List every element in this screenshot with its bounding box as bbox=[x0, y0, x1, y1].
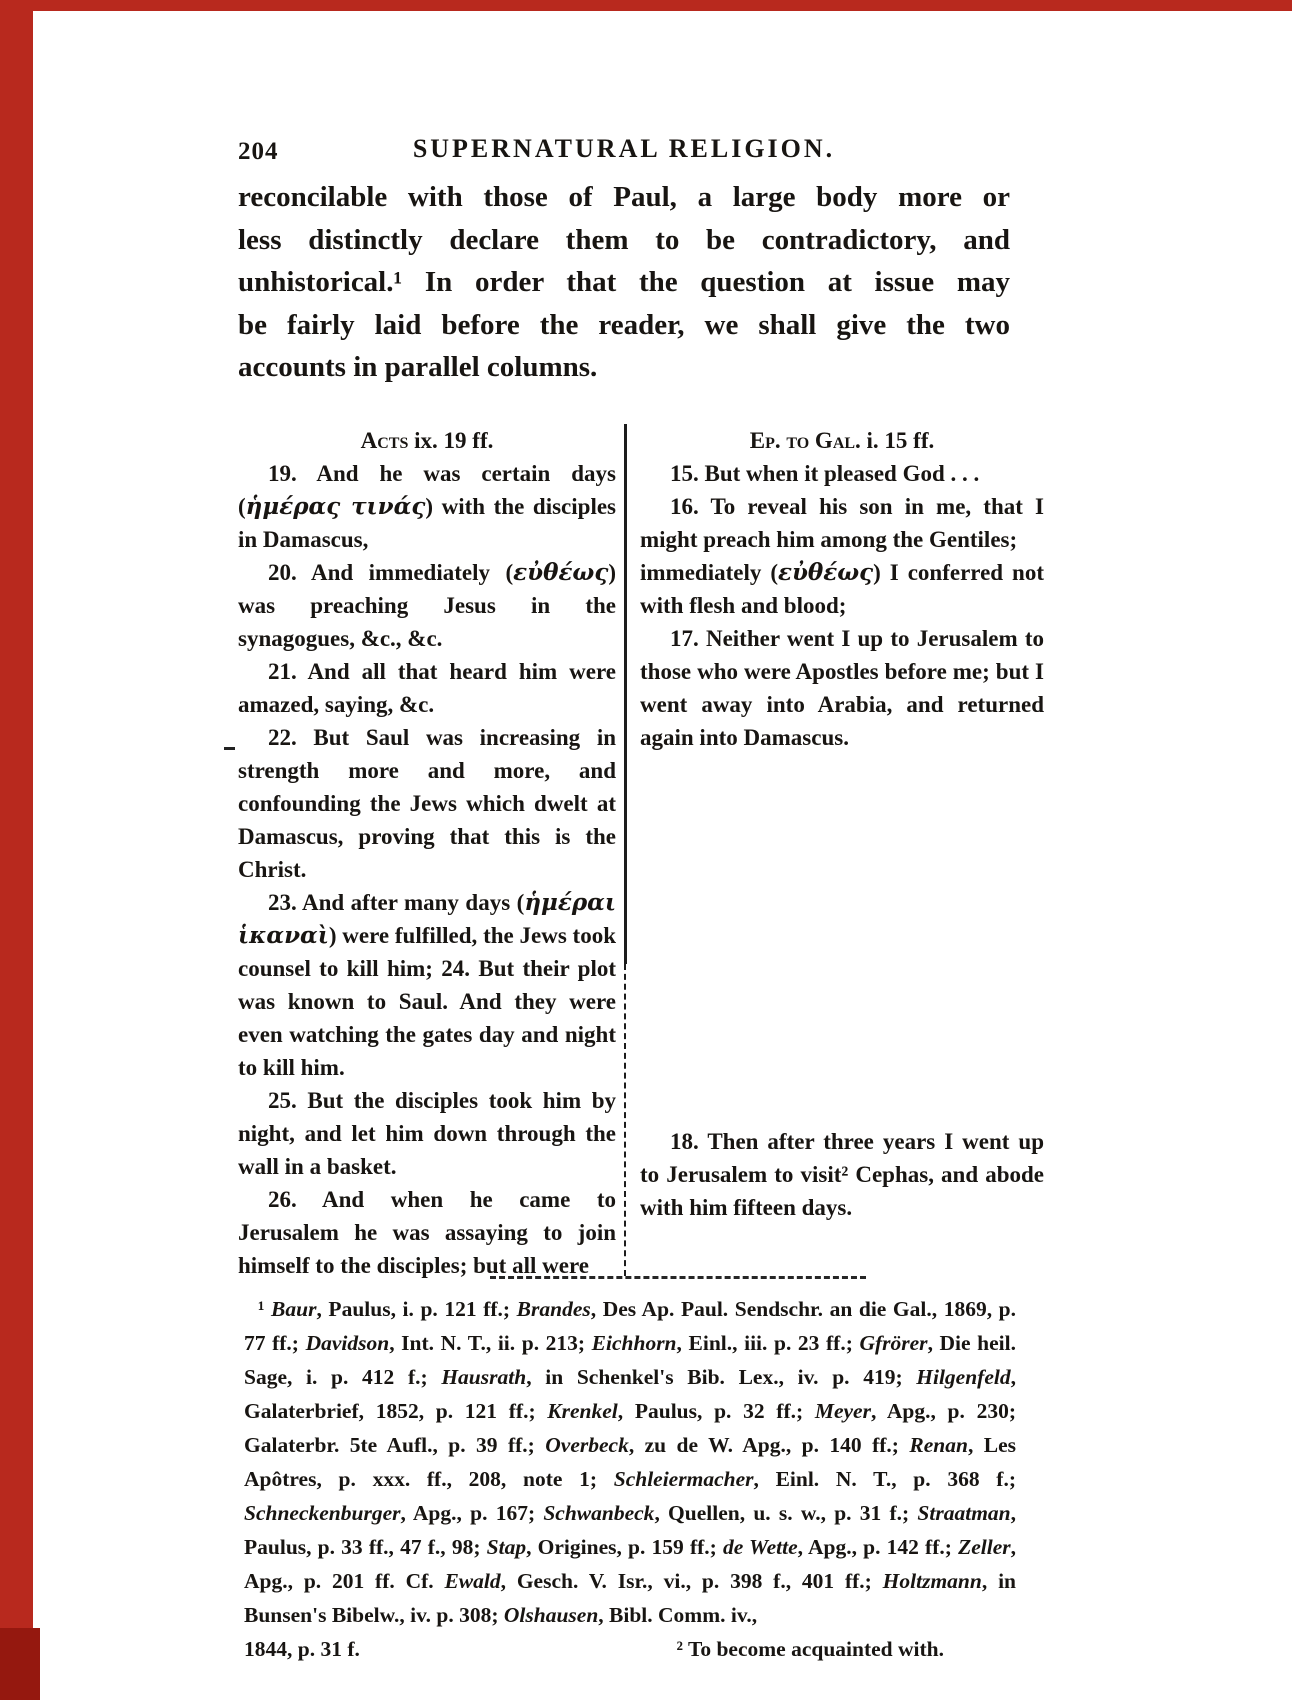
intro-line: reconcilable with those of Paul, a large body more or bbox=[238, 181, 1010, 213]
column-acts bbox=[238, 424, 616, 1282]
text-segment: , Gesch. V. Isr., vi., p. 398 f., 401 ff.; bbox=[500, 1569, 883, 1593]
text-segment: Meyer bbox=[814, 1399, 871, 1423]
column-divider-rule bbox=[624, 424, 627, 1276]
scan-red-edge-left bbox=[0, 0, 33, 1700]
text-segment: , Quellen, u. s. w., p. 31 f.; bbox=[654, 1501, 918, 1525]
text-segment: Ep. to Gal. bbox=[749, 428, 861, 453]
text-segment: Straatman bbox=[917, 1501, 1011, 1525]
margin-printers-mark bbox=[224, 747, 235, 750]
text-segment: ) were fulfilled, the Jews took counsel to kill him; 24. But their plot was known to Saul. And they were even watching the gates day and night to kill him. bbox=[238, 923, 616, 1080]
text-segment: , Apg., p. 167; bbox=[400, 1501, 544, 1525]
text-segment: , Paulus, p. 33 ff., 47 f., 98; bbox=[244, 1501, 1016, 1559]
verse-paragraph bbox=[238, 1183, 616, 1282]
intro-line: accounts in parallel columns. bbox=[238, 351, 598, 383]
text-segment: , Des Ap. Paul. Sendschr. an die Gal., 1869, p. 77 ff.; bbox=[244, 1297, 1017, 1355]
text-segment: 19. And he was certain days ( bbox=[238, 461, 616, 519]
text-segment: 21. And all that heard him were amazed, saying, &c. bbox=[238, 659, 616, 717]
text-segment: ¹ bbox=[258, 1297, 272, 1321]
text-segment: , Bibl. Comm. iv., bbox=[598, 1603, 758, 1627]
intro-line: unhistorical.¹ In order that the question at issue may bbox=[238, 266, 1010, 298]
text-segment: 16. To reveal his son in me, that I might preach him among the Gentiles; bbox=[640, 494, 1044, 552]
text-segment: , Les Apôtres, p. xxx. ff., 208, note 1; bbox=[244, 1433, 1017, 1491]
text-segment: Schwanbeck bbox=[543, 1501, 655, 1525]
footnotes-block bbox=[244, 1292, 1016, 1666]
text-segment: , Apg., p. 230; Galaterbr. 5te Aufl., p. 39 ff.; bbox=[244, 1399, 1016, 1457]
divider-solid-part bbox=[624, 424, 627, 964]
text-segment: 15. But when it pleased God . . . bbox=[670, 461, 980, 486]
text-segment: Krenkel bbox=[547, 1399, 618, 1423]
verse-paragraph bbox=[238, 886, 616, 1084]
text-segment: de Wette bbox=[722, 1535, 798, 1559]
parallel-columns bbox=[238, 424, 1044, 1282]
text-segment: ) was preaching Jesus in the synagogues, &c., &c. bbox=[238, 560, 616, 651]
text-segment: Gfrörer bbox=[859, 1331, 928, 1355]
text-segment: Acts bbox=[360, 428, 409, 453]
text-segment: i. 15 ff. bbox=[860, 428, 935, 453]
text-segment: 23. And after many days ( bbox=[268, 890, 525, 915]
text-segment: immediately ( bbox=[640, 560, 778, 585]
verse-paragraph bbox=[640, 556, 1044, 622]
footnote-separator-rule bbox=[490, 1276, 866, 1279]
page-header bbox=[238, 134, 1010, 170]
text-segment: , Einl. N. T., p. 368 f.; bbox=[753, 1467, 1016, 1491]
verse-paragraph bbox=[238, 721, 616, 886]
text-segment: ix. 19 ff. bbox=[408, 428, 494, 453]
verse-paragraph bbox=[640, 457, 1044, 490]
intro-line: be fairly laid before the reader, we shall give the two bbox=[238, 308, 1010, 341]
text-segment: 26. And when he came to Jerusalem he was assaying to join himself to the disciples; but all were bbox=[238, 1187, 616, 1278]
text-segment: 18. Then after three years I went up to Jerusalem to visit² Cephas, and abode with him fifteen days. bbox=[640, 1129, 1044, 1220]
text-segment: , Origines, p. 159 ff.; bbox=[526, 1535, 723, 1559]
footnote-1-lastline: 1844, p. 31 f. bbox=[244, 1637, 360, 1661]
text-segment: Eichhorn bbox=[591, 1331, 677, 1355]
text-segment: ἡμέραι ἱκαναὶ bbox=[238, 889, 616, 949]
text-segment: , in Bunsen's Bibelw., iv. p. 308; bbox=[244, 1569, 1016, 1627]
text-segment: Davidson bbox=[305, 1331, 390, 1355]
text-segment: Overbeck bbox=[545, 1433, 629, 1457]
column-galatians bbox=[640, 424, 1044, 1282]
text-segment: ) with the disciples in Damascus, bbox=[238, 494, 617, 552]
footnote-2: ² To become acquainted with. bbox=[676, 1637, 944, 1661]
text-segment: Brandes bbox=[516, 1297, 591, 1321]
text-segment: Schleiermacher bbox=[613, 1467, 754, 1491]
divider-broken-part bbox=[624, 964, 627, 1276]
column-heading bbox=[640, 424, 1044, 457]
text-segment: εὐθέως bbox=[777, 559, 874, 586]
verse-paragraph bbox=[238, 655, 616, 721]
text-segment: 25. But the disciples took him by night, and let him down through the wall in a basket. bbox=[238, 1088, 616, 1179]
text-segment: , in Schenkel's Bib. Lex., iv. p. 419; bbox=[526, 1365, 917, 1389]
text-segment: Olshausen bbox=[503, 1603, 599, 1627]
text-segment: Zeller bbox=[958, 1535, 1011, 1559]
verse-paragraph bbox=[238, 556, 616, 655]
text-segment: , zu de W. Apg., p. 140 ff.; bbox=[628, 1433, 910, 1457]
column-heading bbox=[238, 424, 616, 457]
verse-paragraph bbox=[238, 457, 616, 556]
text-segment: Baur bbox=[271, 1297, 317, 1321]
text-segment: 20. And immediately ( bbox=[268, 560, 514, 585]
text-segment: , Paulus, p. 32 ff.; bbox=[617, 1399, 815, 1423]
text-segment: Stap bbox=[486, 1535, 527, 1559]
page-title: SUPERNATURAL RELIGION. bbox=[412, 134, 836, 163]
text-segment: ) I conferred not with flesh and blood; bbox=[640, 560, 1044, 618]
verse-paragraph bbox=[238, 1084, 616, 1183]
text-segment: εὐθέως bbox=[513, 559, 609, 586]
footnote-1 bbox=[244, 1292, 1016, 1632]
verse-paragraph bbox=[640, 622, 1044, 754]
text-segment: Renan bbox=[909, 1433, 968, 1457]
text-segment: Schneckenburger bbox=[244, 1501, 401, 1525]
intro-line: less distinctly declare them to be contradictory, and bbox=[238, 223, 1010, 256]
text-segment: , Paulus, i. p. 121 ff.; bbox=[316, 1297, 517, 1321]
verse-paragraph bbox=[640, 1125, 1044, 1224]
intro-paragraph bbox=[238, 176, 1010, 389]
text-segment: 17. Neither went I up to Jerusalem to those who were Apostles before me; but I went away into Arabia, and returned again into Damascus. bbox=[640, 626, 1044, 750]
text-segment: ἡμέρας τινάς bbox=[245, 493, 426, 520]
text-segment: Hausrath bbox=[441, 1365, 527, 1389]
scan-red-corner-block bbox=[0, 1628, 40, 1700]
text-segment: , Galaterbrief, 1852, p. 121 ff.; bbox=[244, 1365, 1016, 1423]
verse-paragraph bbox=[640, 490, 1044, 556]
text-segment: Holtzmann bbox=[882, 1569, 982, 1593]
text-segment: , Apg., p. 142 ff.; bbox=[797, 1535, 959, 1559]
text-segment: , Die heil. Sage, i. p. 412 f.; bbox=[244, 1331, 1016, 1389]
page-number: 204 bbox=[238, 138, 279, 165]
footnote-last-line bbox=[244, 1632, 1016, 1666]
text-segment: , Int. N. T., ii. p. 213; bbox=[389, 1331, 592, 1355]
text-segment: 22. But Saul was increasing in strength more and more, and confounding the Jews which dwelt at Damascus, proving that this is the Christ. bbox=[238, 725, 616, 882]
text-segment: , Apg., p. 201 ff. Cf. bbox=[244, 1535, 1017, 1593]
scan-red-edge-top bbox=[0, 0, 1292, 11]
text-segment: , Einl., iii. p. 23 ff.; bbox=[676, 1331, 860, 1355]
text-segment: Ewald bbox=[444, 1569, 501, 1593]
text-segment: Hilgenfeld bbox=[916, 1365, 1011, 1389]
